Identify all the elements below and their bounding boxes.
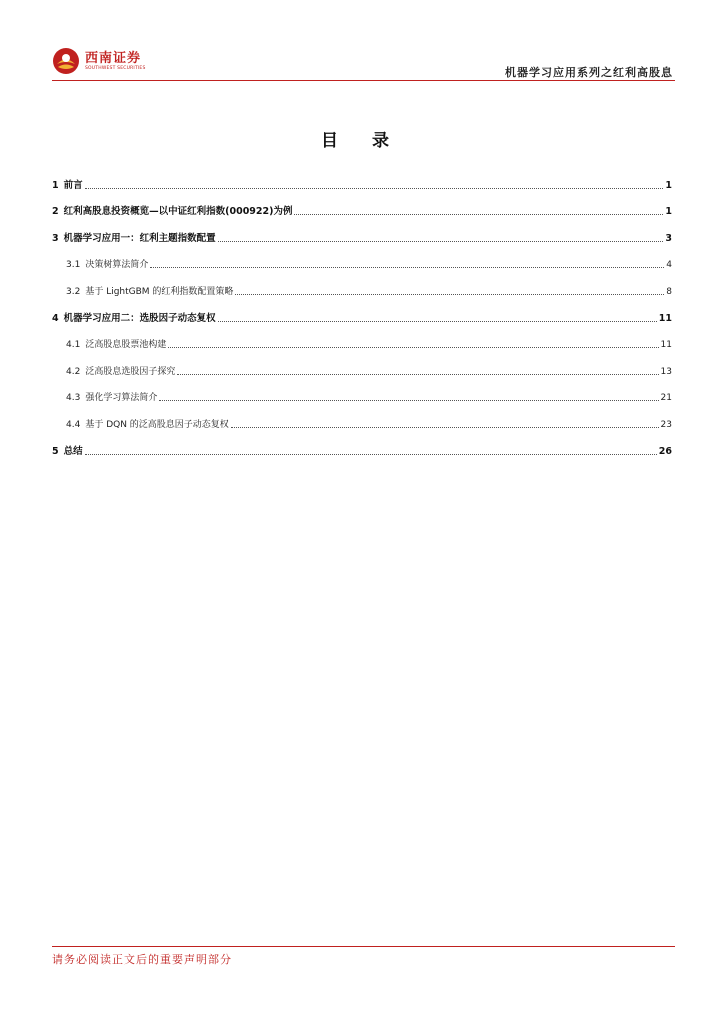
toc-entry[interactable]: [52, 303, 672, 330]
toc-subentry[interactable]: [52, 330, 672, 357]
toc-leader-dots: [231, 427, 659, 428]
toc-entry-page: 1: [665, 179, 672, 191]
toc-leader-dots: [85, 188, 664, 189]
toc-entry[interactable]: [52, 223, 672, 250]
toc-entry-page: 13: [660, 366, 672, 377]
toc-entry[interactable]: [52, 170, 672, 197]
toc-entry-title: 强化学习算法简介: [85, 393, 158, 404]
toc-entry-page: 11: [658, 312, 672, 324]
toc-entry-number: 4.4: [66, 419, 81, 430]
toc-entry-title: 基于 LightGBM 的红利指数配置策略: [85, 286, 234, 297]
toc-entry-title: 机器学习应用二：选股因子动态复权: [63, 312, 216, 324]
toc-subentry[interactable]: [52, 276, 672, 303]
toc-entry-title: 泛高股息股票池构建: [85, 340, 167, 351]
toc-entry-number: 4: [52, 312, 59, 324]
toc-entry[interactable]: [52, 436, 672, 463]
toc-entry-title: 机器学习应用一：红利主题指数配置: [63, 232, 216, 244]
toc-entry-title: 决策树算法简介: [85, 260, 149, 271]
footer-divider: [52, 946, 675, 947]
disclaimer-notice: 请务必阅读正文后的重要声明部分: [52, 953, 232, 966]
logo-emblem-icon: [52, 47, 80, 75]
toc-entry-number: 4.3: [66, 393, 81, 404]
toc-entry-title: 基于 DQN 的泛高股息因子动态复权: [85, 419, 229, 430]
toc-entry-title: 红利高股息投资概览—以中证红利指数(000922)为例: [63, 206, 293, 218]
toc-entry-page: 8: [666, 286, 672, 297]
report-series-title: 机器学习应用系列之红利高股息: [505, 66, 673, 79]
toc-leader-dots: [150, 267, 664, 268]
toc-entry-page: 3: [665, 232, 672, 244]
toc-entry[interactable]: [52, 197, 672, 224]
toc-entry-number: 3: [52, 232, 59, 244]
logo-cn-text: 西南证券: [85, 50, 142, 66]
toc-entry-title: 前言: [63, 179, 83, 191]
toc-subentry[interactable]: [52, 383, 672, 410]
toc-entry-page: 26: [658, 445, 672, 457]
toc-entry-title: 泛高股息选股因子探究: [85, 366, 176, 377]
toc-leader-dots: [218, 321, 657, 322]
toc-leader-dots: [235, 294, 664, 295]
toc-entry-page: 23: [660, 419, 672, 430]
toc-entry-title: 总结: [63, 445, 83, 457]
toc-leader-dots: [168, 347, 658, 348]
toc-subentry[interactable]: [52, 409, 672, 436]
company-logo: [52, 44, 146, 78]
toc-entry-page: 4: [666, 260, 672, 271]
toc-leader-dots: [294, 214, 663, 215]
toc-subentry[interactable]: [52, 356, 672, 383]
toc-entry-number: 3.1: [66, 260, 81, 271]
page-header: [52, 40, 675, 82]
toc-leader-dots: [177, 374, 658, 375]
toc-entry-number: 5: [52, 445, 59, 457]
toc-entry-number: 4.2: [66, 366, 81, 377]
toc-leader-dots: [85, 454, 657, 455]
header-divider: [52, 80, 675, 81]
toc-heading: 目 录: [321, 131, 403, 151]
table-of-contents: [52, 170, 672, 463]
toc-entry-page: 21: [660, 393, 672, 404]
toc-entry-number: 1: [52, 179, 59, 191]
logo-en-text: SOUTHWEST SECURITIES: [85, 65, 146, 71]
toc-leader-dots: [218, 241, 664, 242]
toc-subentry[interactable]: [52, 250, 672, 277]
toc-entry-number: 4.1: [66, 340, 81, 351]
toc-entry-number: 2: [52, 206, 59, 218]
toc-entry-page: 11: [660, 340, 672, 351]
toc-leader-dots: [159, 400, 658, 401]
toc-entry-number: 3.2: [66, 286, 81, 297]
toc-entry-page: 1: [665, 206, 672, 218]
